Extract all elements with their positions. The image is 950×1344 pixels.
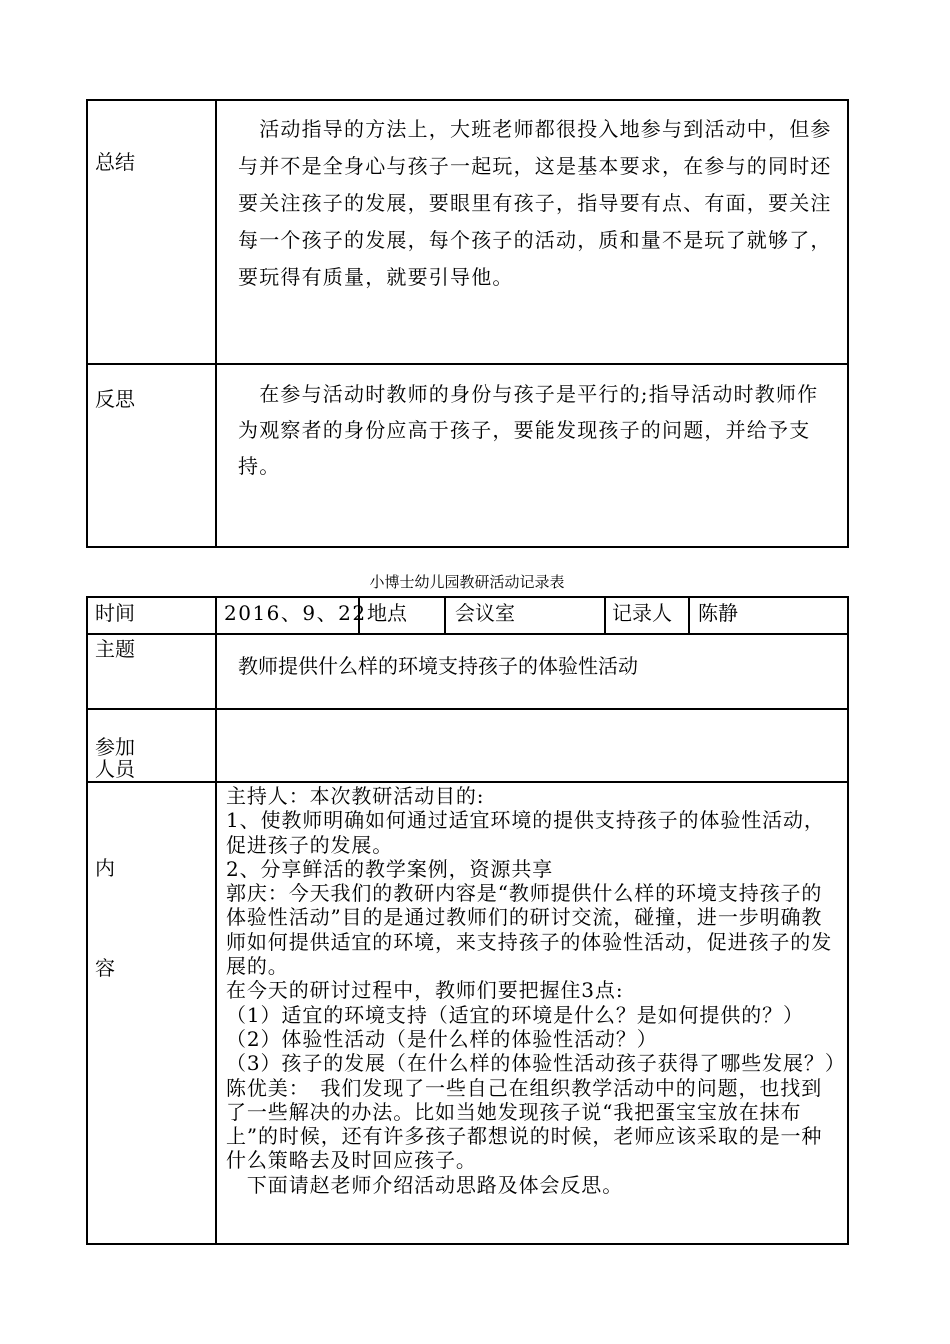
summary-text: 活动指导的方法上，大班老师都很投入地参与到活动中，但参与并不是全身心与孩子一起玩，这是基本要求，在参与的同时还要关注孩子的发展，要眼里有孩子，指导要有点、有面，要关注每一个孩子的发展，每个孩子的活动，质和量不是玩了就够了，要玩得有质量，就要引导他。 [238,117,832,289]
table-border [215,596,217,1245]
table-border [86,596,848,598]
content-line: 在今天的研讨过程中，教师们要把握住3点: [226,978,624,1003]
content-line: 陈优美： 我们发现了一些自己在组织教学活动中的问题，也找到了一些解决的办法。比如当她发现孩子说“我把蛋宝宝放在抹布上”的时候，还有许多孩子都想说的时候，老师应该采取的是一种什么策略去及时回应孩子。 [226,1075,823,1173]
content-line: 郭庆：今天我们的教研内容是“教师提供什么样的环境支持孩子的体验性活动”目的是通过教师们的研讨交流，碰撞，进一步明确教师如何提供适宜的环境，来支持孩子的体验性活动，促进孩子的发展的。 [226,881,833,979]
table-border [847,99,849,548]
table-border [86,781,848,783]
content-line: （3）孩子的发展（在什么样的体验性活动孩子获得了哪些发展？） [226,1051,846,1076]
table-border [604,596,606,634]
content-line: 主持人：本次教研活动目的: [226,784,485,808]
content-line: 1、使教师明确如何通过适宜环境的提供支持孩子的体验性活动，促进孩子的发展。 [226,808,825,857]
table-border [86,546,848,548]
reflection-label: 反思 [95,387,135,411]
place-value: 会议室 [455,601,515,625]
table-border [847,596,849,1245]
topic-value: 教师提供什么样的环境支持孩子的体验性活动 [238,654,638,678]
table-border [86,708,848,710]
content-text [226,784,846,1197]
table-border [86,99,848,101]
participants-label: 人员 [95,757,135,781]
table-border [215,99,217,548]
participants-label: 参加 [95,735,135,759]
table-border [86,1243,848,1245]
time-value: 2016、9、22 [224,601,367,625]
content-line: 下面请赵老师介绍活动思路及体会反思。 [226,1172,624,1197]
recorder-value: 陈静 [698,601,738,625]
content-line: （2）体验性活动（是什么样的体验性活动？） [226,1026,658,1051]
reflection-text: 在参与活动时教师的身份与孩子是平行的;指导活动时教师作为观察者的身份应高于孩子，要能发现孩子的问题，并给予支持。 [238,382,819,478]
record-table-caption: 小博士幼儿园教研活动记录表 [369,573,565,591]
content-line: 2、分享鲜活的教学案例，资源共享 [226,856,554,881]
table-border [688,596,690,634]
table-border [444,596,446,634]
table-border [86,363,848,365]
recorder-label: 记录人 [612,601,672,625]
time-label: 时间 [95,601,135,625]
table-border [86,99,88,548]
topic-label: 主题 [95,637,135,661]
place-label: 地点 [367,601,407,625]
content-line: （1）适宜的环境支持（适宜的环境是什么？是如何提供的？） [226,1002,804,1027]
content-label: 容 [95,956,115,980]
table-border [86,596,88,1245]
content-label: 内 [95,856,115,880]
summary-label: 总结 [95,150,135,174]
table-border [86,633,848,635]
